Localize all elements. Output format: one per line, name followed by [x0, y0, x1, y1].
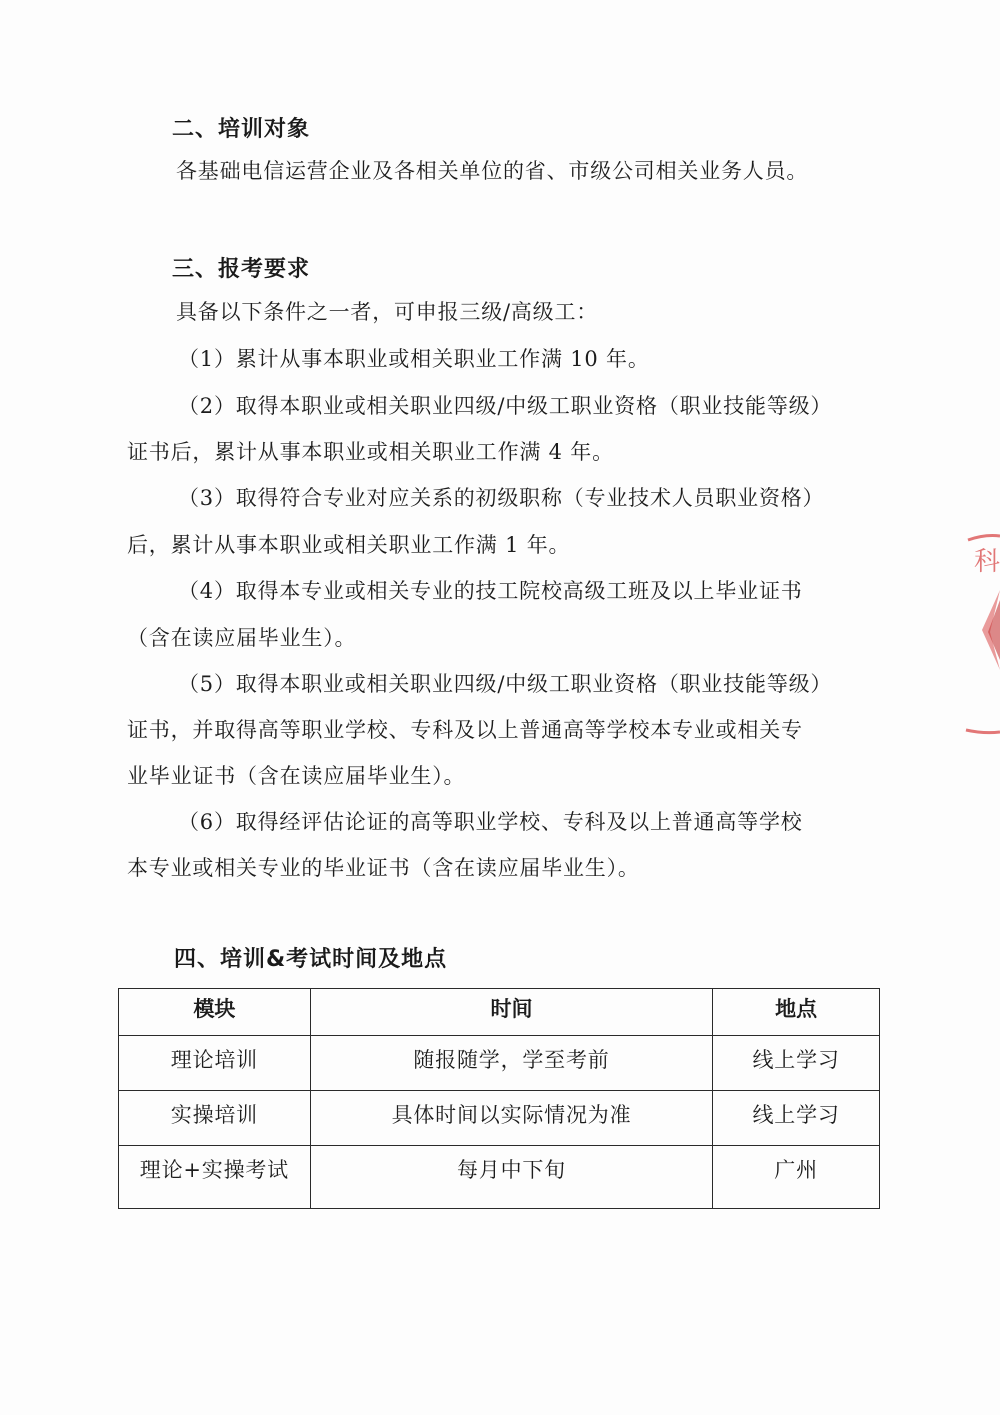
requirement-item-4-line-1: （4）取得本专业或相关专业的技工院校高级工班及以上毕业证书 [178, 579, 803, 603]
table-header-location: 地点 [713, 989, 880, 1036]
table-row [119, 1146, 880, 1209]
requirement-item-5-line-2: 证书，并取得高等职业学校、专科及以上普通高等学校本专业或相关专 [127, 718, 803, 742]
schedule-table [118, 988, 880, 1209]
table-cell-module: 理论培训 [119, 1036, 311, 1091]
table-cell-module: 实操培训 [119, 1091, 311, 1146]
table-header-module: 模块 [119, 989, 311, 1036]
requirement-item-1-line-1: （1）累计从事本职业或相关职业工作满 10 年。 [178, 347, 650, 371]
table-cell-location: 线上学习 [713, 1091, 880, 1146]
table-header-row [119, 989, 880, 1036]
requirement-item-5-line-3: 业毕业证书（含在读应届毕业生）。 [127, 764, 466, 788]
requirements-intro: 具备以下条件之一者，可申报三级/高级工： [176, 300, 599, 324]
seal-icon [960, 520, 1000, 750]
table-row [119, 1036, 880, 1091]
requirement-item-6-line-1: （6）取得经评估论证的高等职业学校、专科及以上普通高等学校 [178, 810, 803, 834]
table-cell-time: 具体时间以实际情况为准 [310, 1091, 712, 1146]
requirement-item-2-line-2: 证书后，累计从事本职业或相关职业工作满 4 年。 [127, 440, 614, 464]
table-cell-location: 广州 [713, 1146, 880, 1209]
requirement-item-3-line-1: （3）取得符合专业对应关系的初级职称（专业技术人员职业资格） [178, 486, 825, 510]
requirement-item-3-line-2: 后，累计从事本职业或相关职业工作满 1 年。 [127, 533, 571, 557]
section-heading-requirements: 三、报考要求 [172, 257, 311, 282]
table-row [119, 1091, 880, 1146]
requirement-item-4-line-2: （含在读应届毕业生）。 [127, 626, 357, 650]
table-cell-time: 随报随学，学至考前 [310, 1036, 712, 1091]
table-cell-module: 理论+实操考试 [119, 1146, 311, 1209]
red-seal-fragment [960, 520, 1000, 750]
requirement-item-5-line-1: （5）取得本职业或相关职业四级/中级工职业资格（职业技能等级） [178, 672, 833, 696]
requirement-item-6-line-2: 本专业或相关专业的毕业证书（含在读应届毕业生）。 [127, 856, 640, 880]
table-cell-time: 每月中下旬 [310, 1146, 712, 1209]
section-heading-training-target: 二、培训对象 [172, 117, 311, 142]
table-cell-location: 线上学习 [713, 1036, 880, 1091]
seal-text: 科 [974, 547, 1000, 577]
table-header-time: 时间 [310, 989, 712, 1036]
section-heading-schedule: 四、培训&考试时间及地点 [174, 947, 448, 972]
training-target-body: 各基础电信运营企业及各相关单位的省、市级公司相关业务人员。 [176, 159, 809, 183]
requirement-item-2-line-1: （2）取得本职业或相关职业四级/中级工职业资格（职业技能等级） [178, 394, 833, 418]
